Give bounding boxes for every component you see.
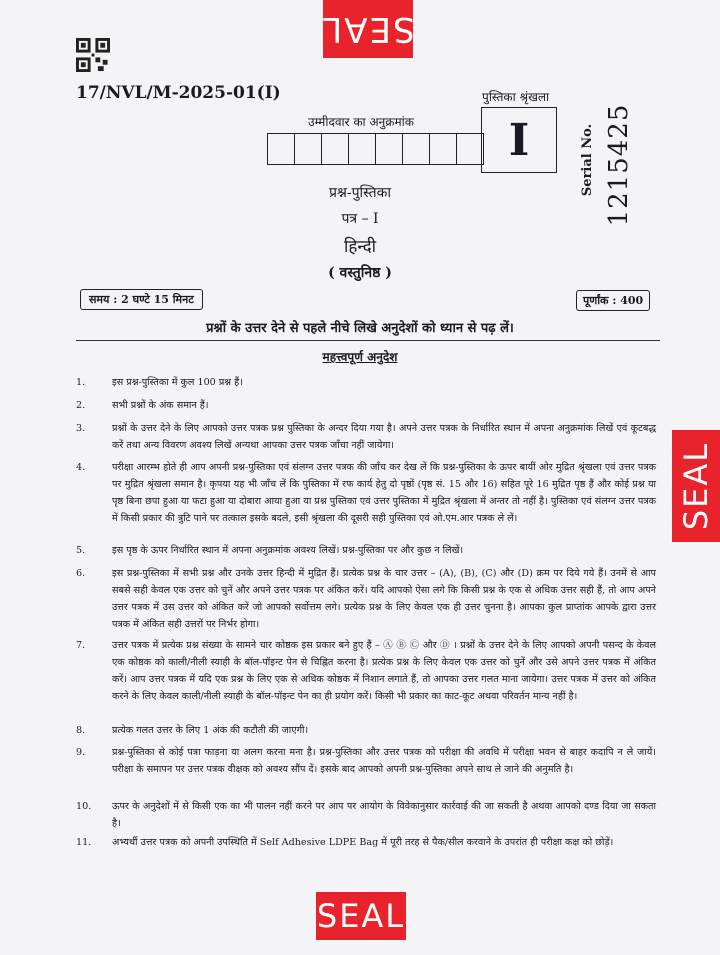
read-notice: प्रश्नों के उत्तर देने से पहले नीचे लिखे अनुदेशों को ध्यान से पढ़ लें। [206, 321, 514, 336]
roll-digit-box[interactable] [375, 133, 402, 165]
roll-digit-box[interactable] [402, 133, 429, 165]
instruction-item: 11. अभ्यर्थी उत्तर पत्रक को अपनी उपस्थिति में Self Adhesive LDPE Bag में पूरी तरह से पैक/सील करवाने के उपरांत ही परीक्षा कक्ष को छोड़ें। [76, 837, 614, 848]
seal-text: SEAL [677, 441, 715, 531]
roll-digit-box[interactable] [321, 133, 348, 165]
roll-digit-box[interactable] [429, 133, 456, 165]
roll-digit-box[interactable] [456, 133, 484, 165]
qr-code-icon [76, 38, 110, 72]
instructions-heading: महत्त्वपूर्ण अनुदेश [322, 350, 398, 364]
roll-digit-box[interactable] [348, 133, 375, 165]
seal-stamp-right [672, 430, 720, 542]
booklet-title: प्रश्न-पुस्तिका [329, 185, 391, 201]
instruction-item: 6. इस प्रश्न-पुस्तिका में सभी प्रश्न और उनके उत्तर हिन्दी में मुद्रित हैं। प्रत्येक प्रश्न के चार उत्तर – (A), (B), (C) और (D) क्रम पर दिये गये हैं। उनमें से आप सबसे सही केवल एक उत्तर को चुनें और अपने उत्तर पत्रक पर अंकित करें। यदि आपको ऐसा लगे कि किसी प्रश्न के एक से अधिक उत्तर सही हैं, तो आप अपने उत्तर पत्रक में उस उत्तर को अंकित करें जो आपको सर्वोत्तम लगे। प्रत्येक प्रश्न के लिए केवल एक ही उत्तर चुनना है। आपका कुल प्राप्तांक आपके द्वारा उत्तर पत्रक में अंकित सही उत्तरों पर निर्भर होगा। [76, 568, 656, 630]
instruction-item: 3. प्रश्नों के उत्तर देने के लिए आपको उत्तर पत्रक प्रश्न पुस्तिका के अन्दर दिया गया है। अपने उत्तर पत्रक के निर्धारित स्थान में अपना अनुक्रमांक लिखें एवं कूटबद्ध करें तथा अन्य विवरण अवश्य लिखें अन्यथा आपका उत्तर पत्रक जाँचा नहीं जायेगा। [76, 423, 656, 451]
booklet-code: 17/NVL/M-2025-01(I) [76, 83, 281, 103]
series-label: पुस्तिका श्रृंखला [482, 90, 550, 104]
instruction-item: 5. इस पृष्ठ के ऊपर निर्धारित स्थान में अपना अनुक्रमांक अवश्य लिखें। प्रश्न-पुस्तिका पर और कुछ न लिखें। [76, 545, 464, 556]
paper-number: पत्र – I [341, 211, 379, 227]
time-badge: समय : 2 घण्टे 15 मिनट [80, 289, 203, 310]
instruction-item: 8. प्रत्येक गलत उत्तर के लिए 1 अंक की कटौती की जाएगी। [76, 725, 309, 736]
roll-number-label: उम्मीदवार का अनुक्रमांक [308, 115, 415, 129]
instruction-item: 7. उत्तर पत्रक में प्रत्येक प्रश्न संख्या के सामने चार कोष्ठक इस प्रकार बने हुए हैं – Ⓐ Ⓑ Ⓒ और Ⓓ । प्रश्नों के उत्तर देने के लिए आपको अपनी पसन्द के केवल एक कोष्ठक को काली/नीली स्याही के बॉल-पॉइन्ट पेन से चिह्नित करना है। प्रत्येक प्रश्न के लिए केवल एक उत्तर को चुनें और उसे अपने उत्तर पत्रक में अंकित करें। आप उत्तर पत्रक में यदि एक प्रश्न के लिए एक से अधिक कोष्ठक में निशान लगाते हैं, तो आपका उत्तर गलत माना जायेगा। उत्तर पत्रक में उत्तर को अंकित करने के लिए केवल काली/नीली स्याही के बॉल-पॉइन्ट पेन का ही प्रयोग करें। किसी भी प्रकार का काट-कूट अथवा परिवर्तन मान्य नहीं है। [76, 640, 656, 702]
instruction-item: 1. इस प्रश्न-पुस्तिका में कुल 100 प्रश्न हैं। [76, 377, 243, 388]
roll-digit-box[interactable] [294, 133, 321, 165]
serial-number: 1215425 [604, 103, 634, 227]
seal-stamp-top: SEAL [323, 0, 413, 58]
serial-label: Serial No. [580, 123, 595, 197]
roll-digit-box[interactable] [267, 133, 294, 165]
instruction-item: 4. परीक्षा आरम्भ होते ही आप अपनी प्रश्न-पुस्तिका एवं संलग्न उत्तर पत्रक की जाँच कर देख लें कि प्रश्न-पुस्तिका के ऊपर बायीं ओर मुद्रित श्रृंखला एवं उत्तर पत्रक पर मुद्रित श्रृंखला समान है। कृपया यह भी जाँच लें कि पुस्तिका में रफ कार्य हेतु दो पृष्ठों (पृष्ठ सं. 15 और 16) सहित पूरे 16 मुद्रित पृष्ठ हैं और कोई प्रश्न या पृष्ठ बिना छपा हुआ या फटा हुआ या दोबारा आया हुआ या प्रश्न पुस्तिका एवं उत्तर पुस्तिका में मुद्रित श्रृंखला में अन्तर तो नहीं है। पुस्तिका एवं संलग्न उत्तर पत्रक में किसी प्रकार की त्रुटि पाने पर तत्काल इसके बदले, इसी श्रृंखला की दूसरी सही पुस्तिका एवं ओ.एम.आर पत्रक ले लें। [76, 462, 656, 524]
marks-badge: पूर्णांक : 400 [576, 290, 650, 311]
instruction-item: 2. सभी प्रश्नों के अंक समान हैं। [76, 400, 209, 411]
instruction-item: 9. प्रश्न-पुस्तिका से कोई पत्रा फाड़ना या अलग करना मना है। प्रश्न-पुस्तिका और उत्तर पत्रक को परीक्षा की अवधि में परीक्षा भवन से बाहर कदापि न ले जायें। परीक्षा के समापन पर उत्तर पत्रक वीक्षक को अवश्य सौंप दें। इसके बाद आपको अपनी प्रश्न-पुस्तिका अपने साथ ले जाने की अनुमति है। [76, 747, 656, 775]
paper-type: ( वस्तुनिष्ठ ) [328, 265, 392, 281]
seal-stamp-bottom: SEAL [316, 892, 406, 940]
subject-name: हिन्दी [343, 237, 377, 257]
series-box: I [481, 107, 557, 173]
instruction-item: 10. ऊपर के अनुदेशों में से किसी एक का भी पालन नहीं करने पर आप पर आयोग के विवेकानुसार कार्रवाई की जा सकती है अथवा आपको दण्ड दिया जा सकता है। [76, 801, 656, 829]
divider [76, 340, 660, 341]
roll-number-boxes[interactable] [267, 133, 484, 165]
